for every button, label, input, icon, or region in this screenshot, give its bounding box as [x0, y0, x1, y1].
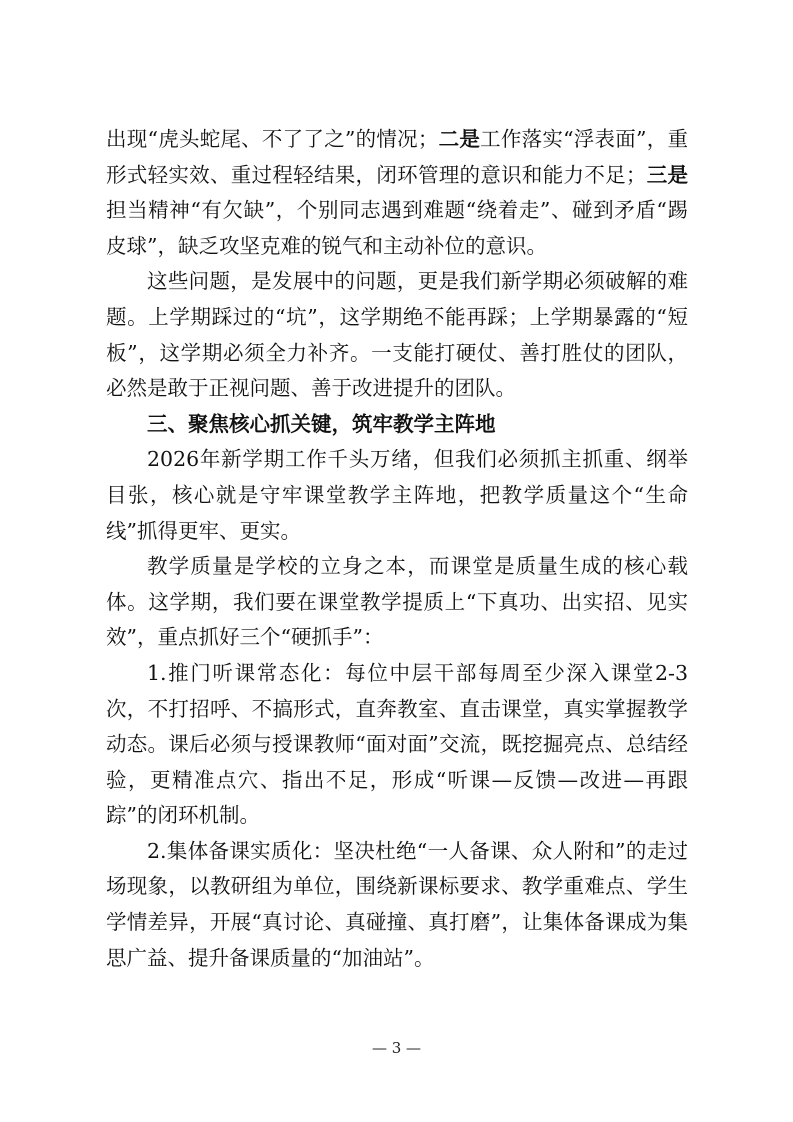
- page-number: — 3 —: [371, 1039, 422, 1057]
- paragraph-text: 出现“虎头蛇尾、不了了之”的情况；: [106, 127, 439, 151]
- section-heading-3: 三、聚焦核心抓关键，筑牢教学主阵地: [147, 411, 496, 436]
- list-item-lesson-observation: 1.推门听课常态化：每位中层干部每周至少深入课堂2-3次，不打招呼、不搞形式，直奔教室、直击课堂，真实掌握教学动态。课后必须与授课教师“面对面”交流，既挖掘亮点、总结经验，更精准点穴、指出不足，形成“听课—反馈—改进—再跟踪”的闭环机制。: [106, 660, 688, 828]
- paragraph-teaching-quality: 教学质量是学校的立身之本，而课堂是质量生成的核心载体。这学期，我们要在课堂教学提质上“下真功、出实招、见实效”，重点抓好三个“硬抓手”：: [106, 554, 688, 650]
- paragraph-new-semester: 2026年新学期工作千头万绪，但我们必须抓主抓重、纲举目张，核心就是守牢课堂教学主阵地，把教学质量这个“生命线”抓得更牢、更实。: [106, 447, 688, 543]
- bold-label-second: 二是: [438, 127, 481, 151]
- paragraph-text: 担当精神“有欠缺”，个别同志遇到难题“绕着走”、碰到矛盾“踢皮球”，缺乏攻坚克难的锐气和主动补位的意识。: [106, 198, 688, 258]
- bold-label-third: 三是: [646, 162, 688, 187]
- paragraph-text: 工作落实“浮表面”，重形式轻实效、重过程轻结果，闭环管理的意识和能力不足；: [106, 127, 688, 187]
- list-item-collective-planning: 2.集体备课实质化：坚决杜绝“一人备课、众人附和”的走过场现象，以教研组为单位，围绕新课标要求、教学重难点、学生学情差异，开展“真讨论、真碰撞、真打磨”，让集体备课成为集思广益、提升备课质量的“加油站”。: [106, 838, 688, 970]
- paragraph-problems-reflection: 这些问题，是发展中的问题，更是我们新学期必须破解的难题。上学期踩过的“坑”，这学期绝不能再踩；上学期暴露的“短板”，这学期必须全力补齐。一支能打硬仗、善打胜仗的团队，必然是敢于正视问题、善于改进提升的团队。: [106, 269, 688, 401]
- paragraph-problems-summary: [106, 122, 688, 264]
- document-body: [106, 122, 688, 976]
